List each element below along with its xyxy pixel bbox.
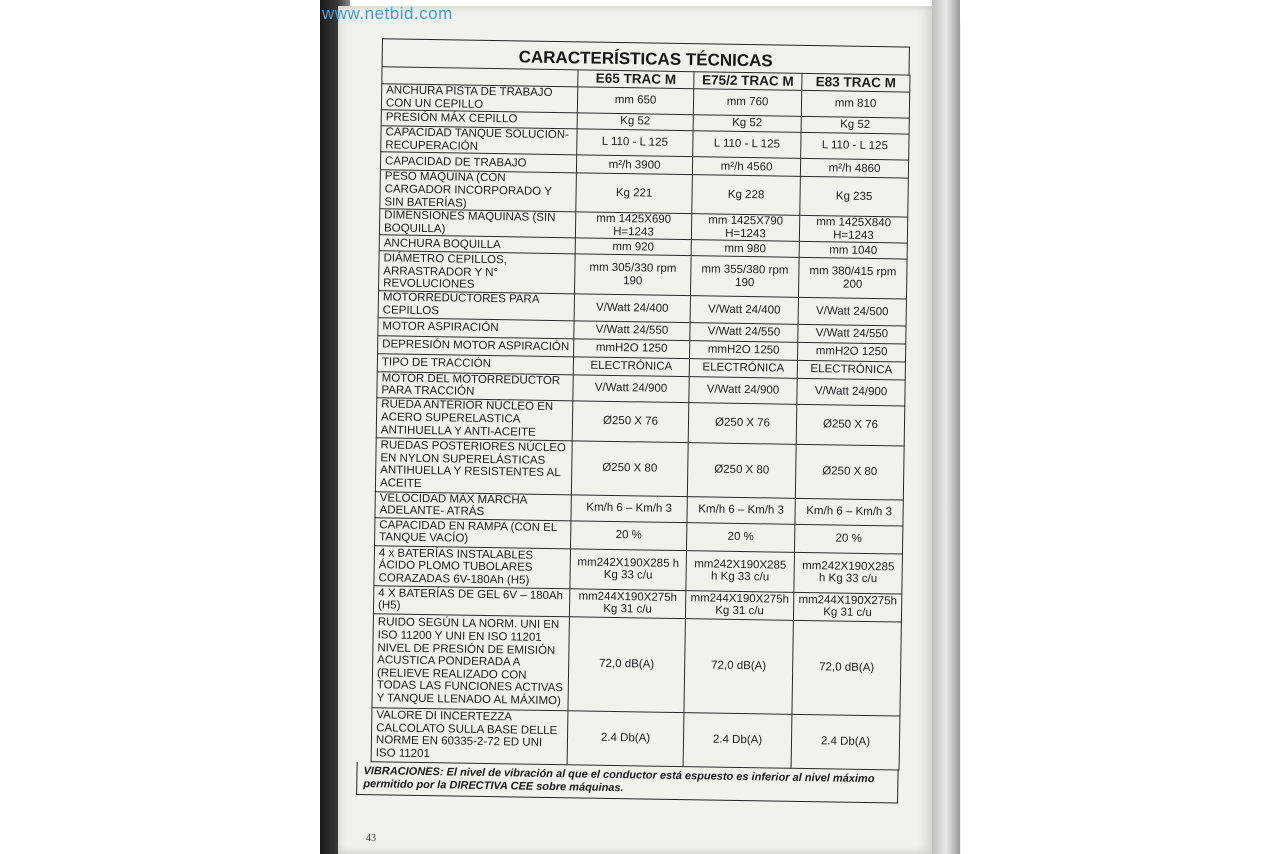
spec-table: [371, 66, 911, 770]
row-value: Ø250 X 76: [796, 404, 905, 446]
row-value: mm 650: [577, 87, 693, 115]
vibration-footnote: VIBRACIONES: El nivel de vibración al que el conductor está espuesto es inferior al nivel máximo permitido por la DIRECTIVA CEE sobre máquinas.: [356, 762, 898, 804]
row-value: V/Watt 24/550: [690, 322, 798, 342]
row-value: L 110 - L 125: [577, 129, 693, 157]
row-value: Ø250 X 80: [571, 441, 688, 497]
row-label: PRESIÓN MÁX CEPILLO: [381, 110, 577, 129]
table-row: [371, 708, 900, 770]
column-header: E65 TRAC M: [578, 70, 694, 89]
row-value: m²/h 3900: [576, 155, 692, 175]
row-label: MOTOR ASPIRACIÓN: [378, 317, 574, 338]
row-value: V/Watt 24/900: [689, 376, 797, 404]
row-value: Kg 52: [577, 113, 693, 131]
page-number: 43: [366, 833, 376, 844]
row-value: mm242X190X285 h Kg 33 c/u: [794, 552, 903, 594]
row-label: DIMENSIONES MÁQUINAS (SIN BOQUILLA): [379, 209, 575, 238]
row-value: mm 1425X840 H=1243: [799, 216, 907, 244]
row-value: ELECTRÓNICA: [689, 358, 797, 378]
row-value: mm 1040: [799, 242, 907, 260]
row-value: mm 810: [801, 90, 909, 118]
row-value: mm 380/415 rpm 200: [798, 258, 907, 300]
row-label: DEPRESIÓN MOTOR ASPIRACIÓN: [378, 335, 574, 356]
row-value: Ø250 X 80: [795, 444, 904, 500]
row-value: mm 1425X790 H=1243: [691, 214, 799, 242]
row-value: Kg 235: [800, 177, 909, 217]
row-value: V/Watt 24/550: [798, 324, 906, 344]
row-value: 20 %: [571, 521, 687, 551]
row-value: mmH2O 1250: [690, 340, 798, 360]
row-value: 2.4 Db(A): [567, 711, 684, 767]
row-value: 72,0 dB(A): [792, 620, 901, 716]
row-label: TIPO DE TRACCIÓN: [377, 353, 573, 374]
row-value: Ø250 X 76: [688, 402, 797, 444]
column-header: E83 TRAC M: [802, 73, 910, 92]
row-value: 20 %: [686, 523, 794, 553]
table-row: [372, 614, 901, 716]
row-value: Kg 52: [693, 115, 801, 133]
row-value: 2.4 Db(A): [791, 714, 900, 770]
row-value: mm 920: [575, 238, 691, 256]
row-value: 72,0 dB(A): [684, 619, 793, 715]
row-label: CAPACIDAD EN RAMPA (CON EL TANQUE VACÍO): [375, 518, 571, 549]
row-label: MOTOR DEL MOTORREDUCTOR PARA TRACCIÓN: [377, 371, 573, 400]
row-label: VALORE DI INCERTEZZA CALCOLATO SULLA BASE DELLE NORME EN 60335-2-72 ED UNI ISO 11201: [371, 708, 568, 765]
row-label: RUEDAS POSTERIORES NÚCLEO EN NYLON SUPERELÁSTICAS ANTIHUELLA Y RESISTENTES AL ACEITE: [375, 437, 572, 494]
row-label: PESO MÁQUINA (CON CARGADOR INCORPORADO Y SIN BATERÍAS): [380, 170, 577, 212]
row-value: Kg 52: [801, 117, 909, 135]
row-value: Km/h 6 – Km/h 3: [795, 498, 903, 526]
table-row: [375, 437, 904, 499]
row-value: mm 980: [691, 240, 799, 258]
row-label: ANCHURA BOQUILLA: [379, 235, 575, 254]
row-label: RUEDA ANTERIOR NÚCLEO EN ACERO SUPERELASTICA ANTIHUELLA Y ANTI-ACEITE: [376, 397, 573, 440]
row-value: L 110 - L 125: [801, 133, 909, 161]
row-label: CAPACIDAD DE TRABAJO: [380, 152, 576, 173]
background-right: [932, 0, 960, 854]
row-value: Km/h 6 – Km/h 3: [571, 495, 687, 523]
row-value: mm 305/330 rpm 190: [575, 254, 692, 296]
row-value: 20 %: [794, 524, 902, 554]
row-label: DIÁMETRO CEPILLOS, ARRASTRADOR Y N° REVOLUCIONES: [379, 251, 576, 294]
row-label: MOTORREDUCTORES PARA CEPILLOS: [378, 291, 574, 320]
row-value: mm 355/380 rpm 190: [690, 256, 799, 298]
row-value: Ø250 X 76: [572, 401, 689, 443]
row-value: ELECTRÓNICA: [797, 360, 905, 380]
row-value: mm244X190X275h Kg 31 c/u: [793, 592, 901, 622]
row-value: V/Watt 24/900: [797, 378, 905, 406]
row-label: RUIDO SEGÚN LA NORM. UNI EN ISO 11200 Y UNI EN ISO 11201 NIVEL DE PRESIÓN DE EMISIÓN ACUSTICA PONDERADA A (RELIEVE REALIZADO CON TODAS LAS FUNCIONES ACTIVAS Y TANQUE LLENADO AL MÁXIMO): [372, 614, 569, 711]
row-value: Km/h 6 – Km/h 3: [687, 496, 795, 524]
row-label: ANCHURA PISTA DE TRABAJO CON UN CEPILLO: [381, 84, 577, 113]
row-value: mm242X190X285 h Kg 33 c/u: [686, 551, 795, 593]
row-value: mm242X190X285 h Kg 33 c/u: [570, 549, 687, 591]
row-value: mm 760: [693, 89, 801, 117]
spec-table-body: [371, 84, 910, 770]
row-value: 2.4 Db(A): [683, 713, 792, 769]
row-value: V/Watt 24/500: [798, 298, 906, 326]
row-label: CAPACIDAD TANQUE SOLUCIÓN-RECUPERACIÓN: [381, 126, 577, 155]
row-value: V/Watt 24/900: [573, 374, 689, 402]
row-value: V/Watt 24/400: [690, 296, 798, 324]
row-value: mmH2O 1250: [797, 342, 905, 362]
column-header: E75/2 TRAC M: [694, 72, 802, 91]
spec-sheet: [352, 38, 916, 803]
row-label: 4 x BATERÍAS INSTALABLES ÁCIDO PLOMO TUBOLARES CORAZADAS 6V-180Ah (H5): [374, 546, 571, 589]
row-label: 4 X BATERÍAS DE GEL 6V – 180Ah (H5): [373, 586, 569, 617]
row-value: Kg 228: [692, 175, 801, 215]
row-value: V/Watt 24/400: [574, 294, 690, 322]
watermark: www.netbid.com: [322, 4, 453, 23]
row-value: mm244X190X275h Kg 31 c/u: [569, 589, 685, 619]
row-value: m²/h 4560: [692, 157, 800, 177]
row-value: Kg 221: [576, 173, 693, 214]
row-value: m²/h 4860: [800, 159, 908, 179]
row-value: L 110 - L 125: [693, 131, 801, 159]
row-value: Ø250 X 80: [687, 442, 796, 498]
row-value: 72,0 dB(A): [568, 617, 685, 713]
row-value: mmH2O 1250: [574, 338, 690, 358]
row-label: VELOCIDAD MÁX MARCHA ADELANTE- ATRÁS: [375, 491, 571, 520]
row-value: mm244X190X275h Kg 31 c/u: [685, 591, 793, 621]
row-value: ELECTRÓNICA: [573, 356, 689, 376]
row-value: mm 1425X690 H=1243: [575, 212, 691, 240]
row-value: V/Watt 24/550: [574, 320, 690, 340]
page-title: CARACTERÍSTICAS TÉCNICAS: [382, 38, 910, 74]
